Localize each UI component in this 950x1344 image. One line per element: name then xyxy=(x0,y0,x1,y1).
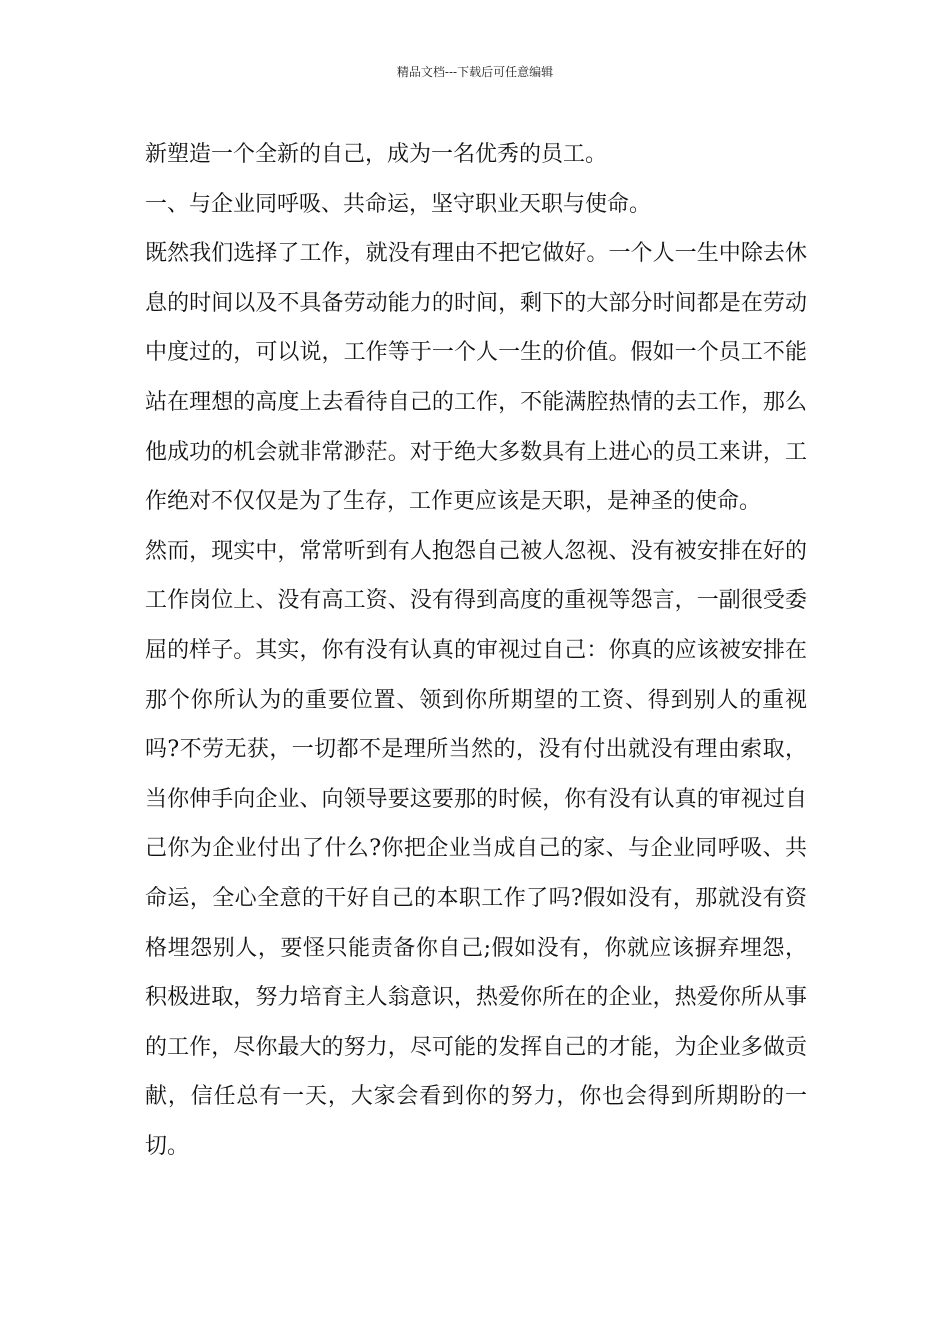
paragraph: 一、与企业同呼吸、共命运，坚守职业天职与使命。 xyxy=(145,191,652,217)
page-header: 精品文档---下载后可任意编辑 xyxy=(396,65,554,79)
document-body xyxy=(145,130,807,1171)
paragraph: 既然我们选择了工作，就没有理由不把它做好。一个人一生中除去休息的时间以及不具备劳动能力的时间，剩下的大部分时间都是在劳动中度过的，可以说，工作等于一个人一生的价值。假如一个员工不能站在理想的高度上去看待自己的工作，不能满腔热情的去工作，那么他成功的机会就非常渺茫。对于绝大多数具有上进心的员工来讲，工作绝对不仅仅是为了生存，工作更应该是天职，是神圣的使命。 xyxy=(145,241,807,515)
paragraph: 新塑造一个全新的自己，成为一名优秀的员工。 xyxy=(145,142,608,167)
paragraph: 然而，现实中，常常听到有人抱怨自己被人忽视、没有被安排在好的工作岗位上、没有高工资、没有得到高度的重视等怨言，一副很受委屈的样子。其实，你有没有认真的审视过自己：你真的应该被安排在那个你所认为的重要位置、领到你所期望的工资、得到别人的重视吗?不劳无获，一切都不是理所当然的，没有付出就没有理由索取，当你伸手向企业、向领导要这要那的时候，你有没有认真的审视过自己你为企业付出了什么?你把企业当成自己的家、与企业同呼吸、共命运，全心全意的干好自己的本职工作了吗?假如没有，那就没有资格埋怨别人，要怪只能责备你自己;假如没有，你就应该摒弃埋怨，积极进取，努力培育主人翁意识，热爱你所在的企业，热爱你所从事的工作，尽你最大的努力，尽可能的发挥自己的才能，为企业多做贡献，信任总有一天，大家会看到你的努力，你也会得到所期盼的一切。 xyxy=(145,538,807,1159)
